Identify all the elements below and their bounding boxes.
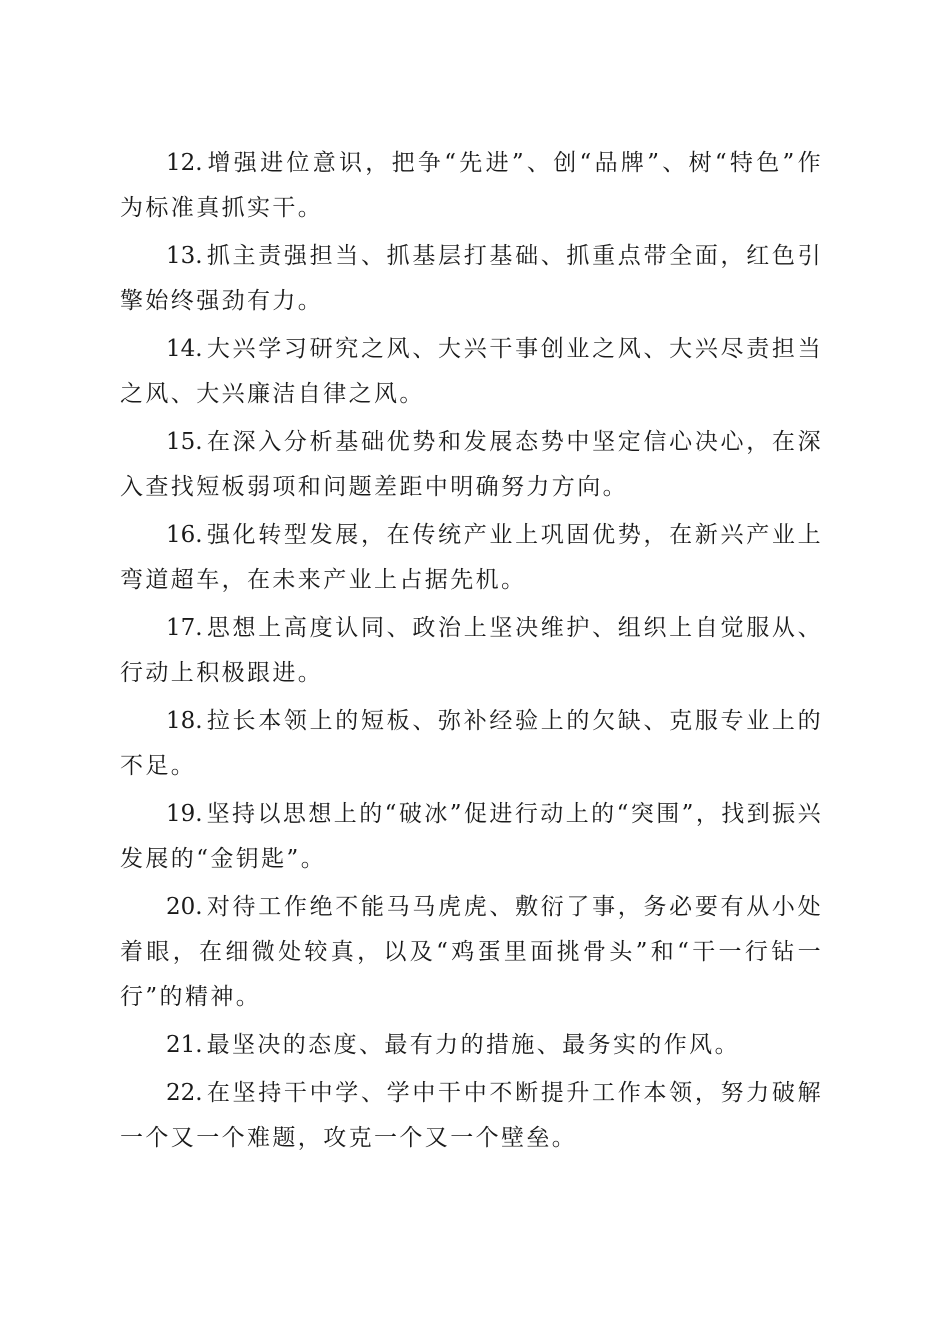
item-text: 对待工作绝不能马马虎虎、敷衍了事，务必要有从小处着眼，在细微处较真，以及“鸡蛋里面挑骨头”和“干一行钻一行”的精神。 [120,894,823,1010]
item-number: 12. [166,150,203,176]
item-text: 思想上高度认同、政治上坚决维护、组织上自觉服从、行动上积极跟进。 [120,615,823,686]
list-item-22 [120,1071,823,1161]
item-text: 在深入分析基础优势和发展态势中坚定信心决心，在深入查找短板弱项和问题差距中明确努力方向。 [120,429,823,500]
item-number: 16. [166,522,203,548]
item-number: 18. [166,708,203,734]
list-item-14 [120,327,823,417]
list-item-19 [120,792,823,882]
list-item-15 [120,420,823,510]
document-page [120,141,823,1164]
item-number: 19. [166,801,203,827]
list-item-21 [120,1023,823,1068]
list-item-20 [120,885,823,1020]
item-number: 15. [166,429,203,455]
item-text: 大兴学习研究之风、大兴干事创业之风、大兴尽责担当之风、大兴廉洁自律之风。 [120,336,823,407]
list-item-17 [120,606,823,696]
list-item-13 [120,234,823,324]
item-number: 20. [166,894,203,920]
item-number: 21. [166,1032,203,1058]
item-number: 22. [166,1080,203,1106]
list-item-18 [120,699,823,789]
list-item-12 [120,141,823,231]
item-text: 拉长本领上的短板、弥补经验上的欠缺、克服专业上的不足。 [120,708,823,779]
item-text: 坚持以思想上的“破冰”促进行动上的“突围”，找到振兴发展的“金钥匙”。 [120,801,823,872]
item-number: 17. [166,615,203,641]
item-number: 13. [166,243,203,269]
item-text: 在坚持干中学、学中干中不断提升工作本领，努力破解一个又一个难题，攻克一个又一个壁垒。 [120,1080,823,1151]
item-text: 强化转型发展，在传统产业上巩固优势，在新兴产业上弯道超车，在未来产业上占据先机。 [120,522,823,593]
list-item-16 [120,513,823,603]
item-text: 最坚决的态度、最有力的措施、最务实的作风。 [206,1032,740,1058]
item-number: 14. [166,336,203,362]
item-text: 抓主责强担当、抓基层打基础、抓重点带全面，红色引擎始终强劲有力。 [120,243,823,314]
item-text: 增强进位意识，把争“先进”、创“品牌”、树“特色”作为标准真抓实干。 [120,150,823,221]
